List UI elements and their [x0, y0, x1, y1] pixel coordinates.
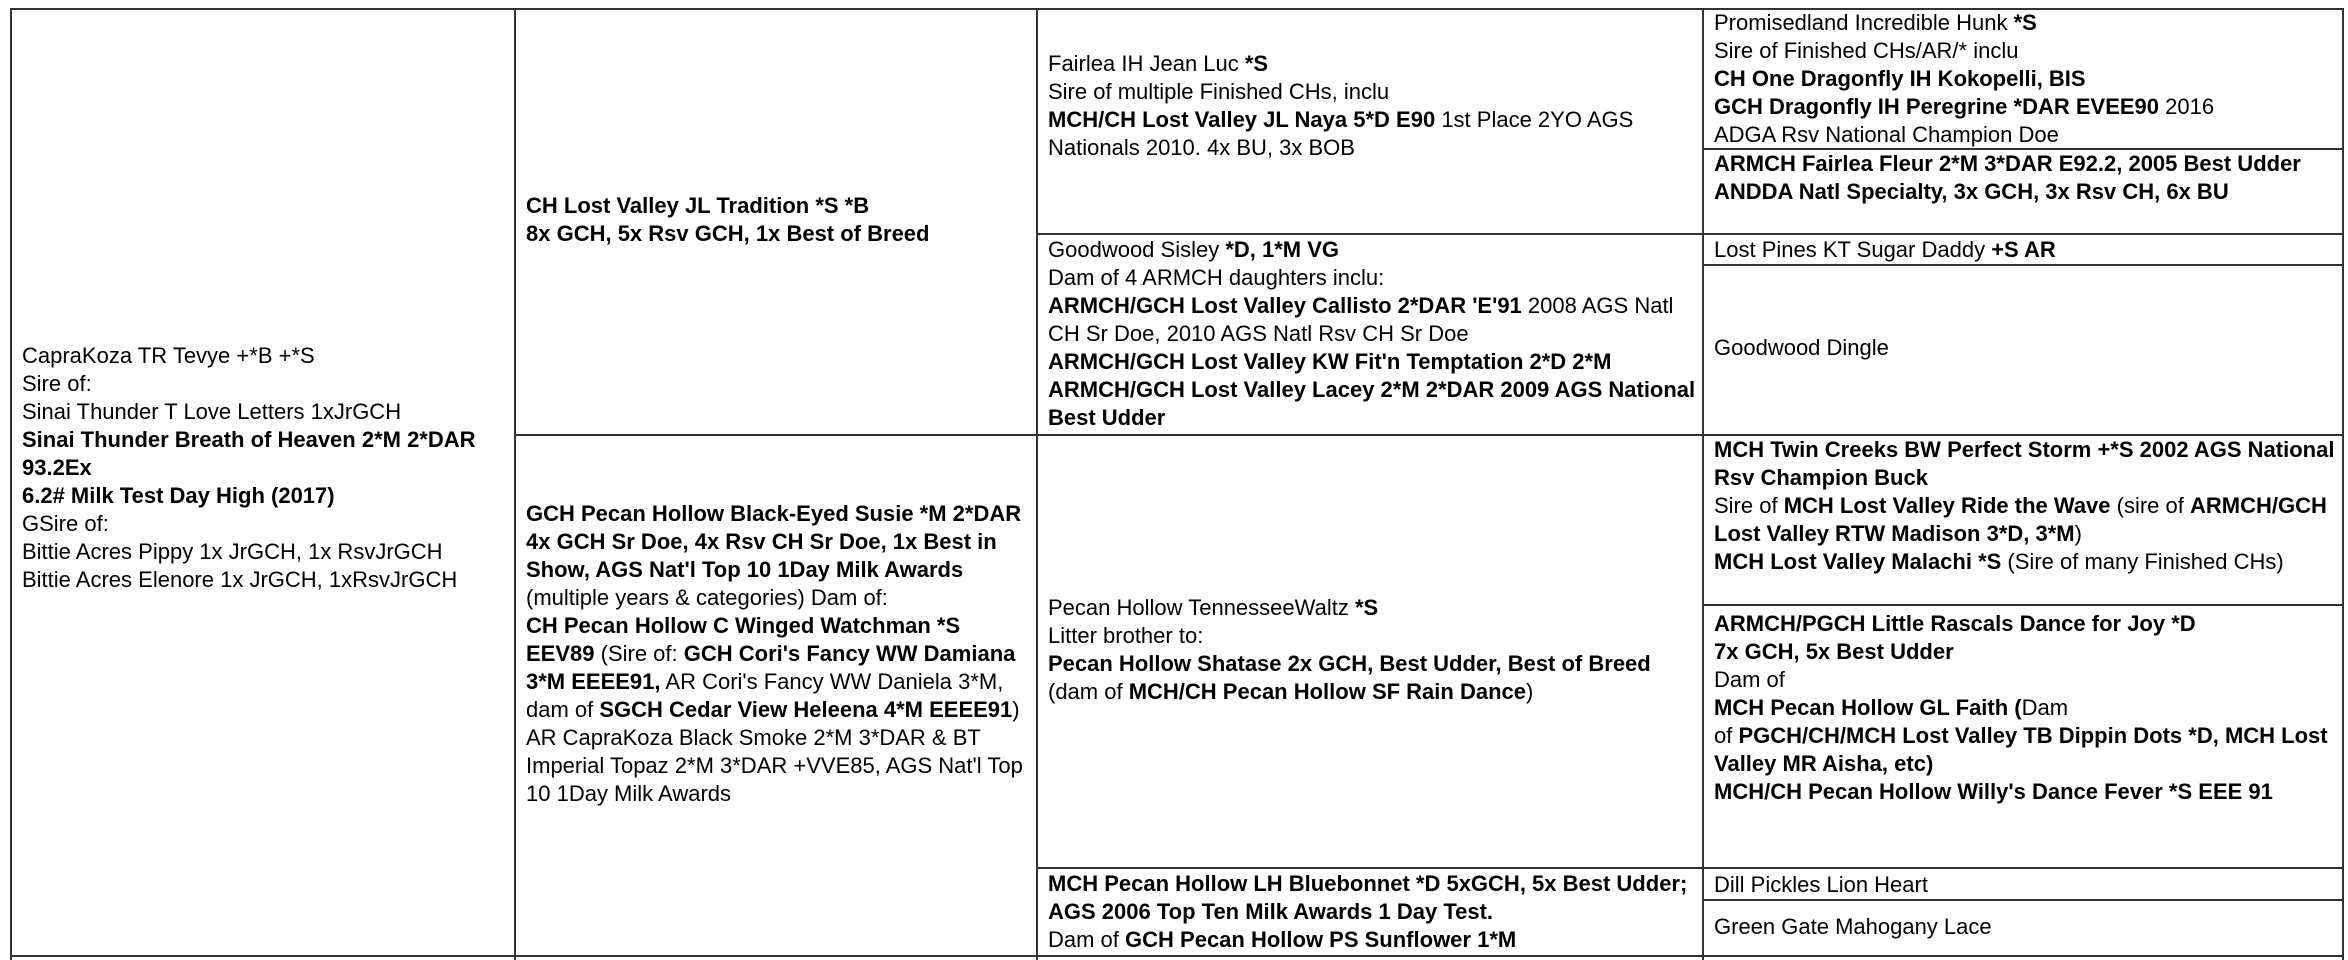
sire-awards: 8x GCH, 5x Rsv GCH, 1x Best of Breed — [526, 221, 930, 246]
table-border-left — [10, 8, 12, 960]
sds-name-suffix: +S AR — [1991, 237, 2056, 262]
ds-close-paren: ) — [1526, 679, 1534, 704]
sss-note: Sire of Finished CHs/AR/* inclu — [1714, 38, 2019, 63]
dds-name: Dill Pickles Lion Heart — [1714, 872, 1928, 897]
dsd-dam-of-label: Dam of — [1714, 667, 1785, 692]
dam-close-paren: ) — [1012, 697, 1020, 722]
ss-offspring: MCH/CH Lost Valley JL Naya 5*D E90 — [1048, 107, 1436, 132]
dsd-offspring-2: MCH/CH Pecan Hollow Willy's Dance Fever *S EEE 91 — [1714, 779, 2273, 804]
dam-offspring-1-grand: SGCH Cedar View Heleena 4*M EEEE91 — [599, 697, 1013, 722]
ss-name-suffix: *S — [1244, 51, 1269, 76]
sss-name: Promisedland Incredible Hunk — [1714, 10, 2014, 35]
dam-offspring-1-ar: AR Cori's Fancy WW Daniela 3*M, dam of — [526, 669, 1004, 722]
sire-cell — [526, 192, 1032, 248]
dd-dam-of: GCH Pecan Hollow PS Sunflower 1*M — [1125, 927, 1517, 952]
sd-daughter-1: ARMCH/GCH Lost Valley Callisto 2*DAR 'E'91 — [1048, 293, 1522, 318]
ds-cell — [1048, 594, 1698, 706]
subject-offspring-2: Sinai Thunder Breath of Heaven 2*M 2*DAR 93.2Ex — [22, 427, 476, 480]
ds-name-suffix: *S — [1354, 595, 1379, 620]
sd-dam-note: Dam of 4 ARMCH daughters inclu: — [1048, 265, 1385, 290]
ds-name: Pecan Hollow TennesseeWaltz — [1048, 595, 1355, 620]
dss-offspring-1-grand: ARMCH/GCH Lost Valley RTW Madison 3*D, 3*M — [1714, 493, 2327, 546]
dam-awards: 4x GCH Sr Doe, 4x Rsv CH Sr Doe, 1x Best in Show, AGS Nat'l Top 10 1Day Milk Awards — [526, 529, 997, 582]
dss-close-paren: ) — [2074, 521, 2082, 546]
sdd-cell — [1714, 334, 2338, 362]
dam-offspring-2: AR CapraKoza Black Smoke 2*M 3*DAR & BT Imperial Topaz 2*M 3*DAR +VVE85, AGS Nat'l Top 10 1Day Milk Awards — [526, 725, 1023, 806]
dsd-cell — [1714, 610, 2338, 806]
dsd-of-label: of — [1714, 723, 1739, 748]
dsd-awards: 7x GCH, 5x Best Udder — [1714, 639, 1954, 664]
ds-litter-note: Litter brother to: — [1048, 623, 1204, 648]
dsd-offspring-1: MCH Pecan Hollow GL Faith ( — [1714, 695, 2022, 720]
sss-name-suffix: *S — [2013, 10, 2037, 35]
subject-gsire-of-label: GSire of: — [22, 511, 109, 536]
sss-offspring-2-year: 2016 — [2159, 94, 2215, 119]
subject-gsire-1: Bittie Acres Pippy 1x JrGCH, 1x RsvJrGCH — [22, 539, 443, 564]
ddd-cell — [1714, 913, 2338, 941]
dam-offspring-1-sire-of: GCH Cori's Fancy WW Damiana 3*M EEEE91, — [526, 641, 1016, 694]
table-divider-col2 — [1036, 8, 1038, 960]
ssd-cell — [1714, 150, 2338, 206]
table-divider-row-dss-dsd — [1702, 604, 2344, 606]
ds-brother: Pecan Hollow Shatase 2x GCH, Best Udder, Best of Breed — [1048, 651, 1651, 676]
subject-offspring-2-milk: 6.2# Milk Test Day High (2017) — [22, 483, 335, 508]
dss-offspring-1: MCH Lost Valley Ride the Wave — [1783, 493, 2111, 518]
subject-cell — [22, 342, 510, 594]
subject-sire-of-label: Sire of: — [22, 371, 92, 396]
sd-cell — [1048, 236, 1698, 432]
sss-offspring-2: GCH Dragonfly IH Peregrine *DAR EVEE90 — [1714, 94, 2160, 119]
sd-daughter-1-note: 2008 AGS Natl CH Sr Doe, 2010 AGS Natl Rsv CH Sr Doe — [1048, 293, 1674, 346]
dss-cell — [1714, 436, 2338, 576]
sd-name: Goodwood Sisley — [1048, 237, 1226, 262]
dd-line1: MCH Pecan Hollow LH Bluebonnet *D 5xGCH, 5x Best Udder; AGS 2006 Top Ten Milk Awards 1 Day Test. — [1048, 871, 1688, 924]
dss-offspring-2: MCH Lost Valley Malachi *S — [1714, 549, 2002, 574]
dd-cell — [1048, 870, 1698, 954]
subject-gsire-2: Bittie Acres Elenore 1x JrGCH, 1xRsvJrGCH — [22, 567, 458, 592]
table-divider-row-sds-sdd — [1702, 264, 2344, 266]
dsd-name: ARMCH/PGCH Little Rascals Dance for Joy *D — [1714, 611, 2196, 636]
dsd-offspring-1-dam-label: Dam — [2021, 695, 2069, 720]
dam-offspring-1: CH Pecan Hollow C Winged Watchman *S EEV89 — [526, 613, 961, 666]
dam-sire-of-open: (Sire of: — [594, 641, 684, 666]
ds-dam-of-open: (dam of — [1048, 679, 1129, 704]
sd-daughter-3: ARMCH/GCH Lost Valley Lacey 2*M 2*DAR 2009 AGS National Best Udder — [1048, 377, 1696, 430]
dsd-offspring-1-dam: PGCH/CH/MCH Lost Valley TB Dippin Dots *D, MCH Lost Valley MR Aisha, etc) — [1714, 723, 2328, 776]
dd-dam-of-label: Dam of — [1048, 927, 1126, 952]
dam-awards-note: (multiple years & categories) Dam of: — [526, 585, 888, 610]
ss-offspring-note: 1st Place 2YO AGS Nationals 2010. 4x BU, 3x BOB — [1048, 107, 1634, 160]
subject-offspring-1: Sinai Thunder T Love Letters 1xJrGCH — [22, 399, 402, 424]
table-divider-row-ds-dd — [1036, 867, 2344, 869]
sds-name: Lost Pines KT Sugar Daddy — [1714, 237, 1992, 262]
sdd-name: Goodwood Dingle — [1714, 335, 1889, 360]
sds-cell — [1714, 236, 2338, 264]
table-divider-col3 — [1702, 8, 1704, 960]
dds-cell — [1714, 871, 2338, 899]
dss-offspring-1-sire-of: (sire of — [2110, 493, 2190, 518]
ss-name: Fairlea IH Jean Luc — [1048, 51, 1245, 76]
ds-brother-grand: MCH/CH Pecan Hollow SF Rain Dance — [1128, 679, 1526, 704]
sss-cell — [1714, 9, 2338, 149]
sd-name-suffix: *D, 1*M VG — [1225, 237, 1340, 262]
ss-cell — [1048, 50, 1698, 162]
sire-name: CH Lost Valley JL Tradition *S *B — [526, 193, 870, 218]
ddd-name: Green Gate Mahogany Lace — [1714, 914, 1992, 939]
subject-name: CapraKoza TR Tevye +*B +*S — [22, 343, 315, 368]
dss-offspring-2-note: (Sire of many Finished CHs) — [2001, 549, 2284, 574]
dss-sire-of-label: Sire of — [1714, 493, 1784, 518]
table-bottom-edge — [10, 955, 2344, 957]
table-divider-row-ss-sd — [1036, 233, 2344, 235]
dam-name: GCH Pecan Hollow Black-Eyed Susie *M 2*DAR — [526, 501, 1022, 526]
table-border-right — [2342, 8, 2344, 960]
table-divider-row-dds-ddd — [1702, 899, 2344, 901]
dss-name: MCH Twin Creeks BW Perfect Storm +*S 2002 AGS National Rsv Champion Buck — [1714, 437, 2335, 490]
sss-offspring-1: CH One Dragonfly IH Kokopelli, BIS — [1714, 66, 2086, 91]
dam-cell — [526, 500, 1032, 808]
sd-daughter-2: ARMCH/GCH Lost Valley KW Fit'n Temptation 2*D 2*M — [1048, 349, 1612, 374]
sss-offspring-2-note: ADGA Rsv National Champion Doe — [1714, 122, 2059, 147]
table-divider-col1 — [514, 8, 516, 960]
ssd-text: ARMCH Fairlea Fleur 2*M 3*DAR E92.2, 2005 Best Udder ANDDA Natl Specialty, 3x GCH, 3x Rsv CH, 6x BU — [1714, 151, 2301, 204]
ss-sire-note: Sire of multiple Finished CHs, inclu — [1048, 79, 1390, 104]
